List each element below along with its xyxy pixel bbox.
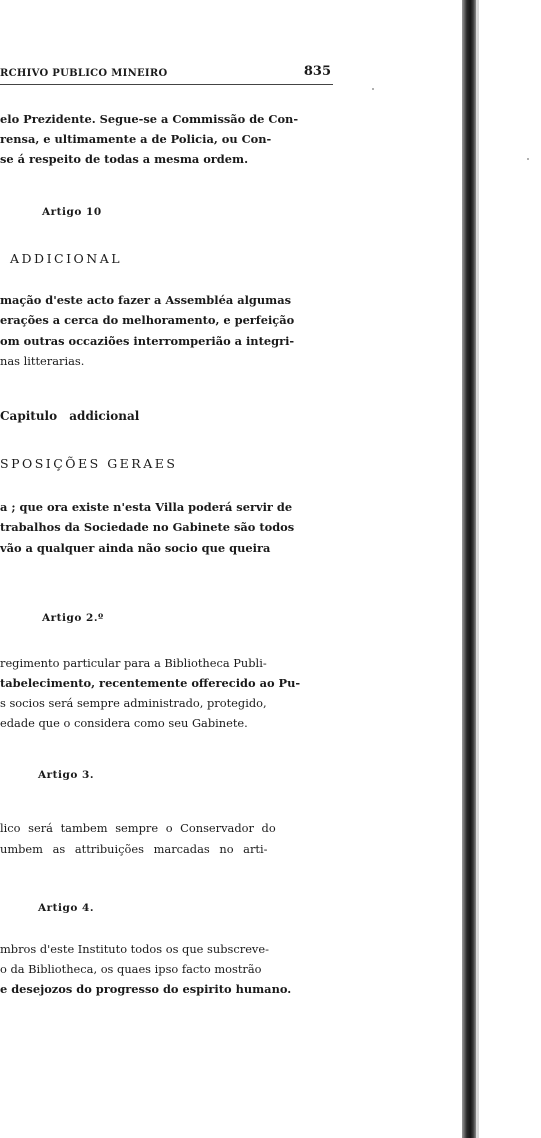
text-line: erações a cerca do melhoramento, e perfeição — [0, 313, 295, 327]
text-line: umbem as attribuições marcadas no arti- — [0, 842, 268, 856]
page-number: 835 — [303, 64, 331, 79]
text-line: edade que o considera como seu Gabinete. — [0, 716, 248, 730]
text-line: om outras occaziões interromperião a integri- — [0, 334, 295, 348]
heading-additional: ADDICIONAL — [10, 251, 123, 266]
text-line: vão a qualquer ainda não socio que queira — [0, 541, 271, 555]
text-line: o da Bibliotheca, os quaes ipso facto mostrão — [0, 962, 262, 976]
text-line: lico será tambem sempre o Conservador do — [0, 821, 276, 835]
header-title: RCHIVO PUBLICO MINEIRO — [0, 68, 168, 79]
text-line: rensa, e ultimamente a de Policia, ou Con- — [0, 132, 272, 146]
scan-speck — [527, 158, 529, 160]
heading-artigo-10: Artigo 10 — [42, 206, 102, 218]
text-line: s socios será sempre administrado, protegido, — [0, 696, 267, 710]
heading-capitulo-addicional: Capitulo addicional — [0, 409, 140, 423]
heading-artigo-3: Artigo 3. — [38, 769, 94, 781]
text-line: regimento particular para a Bibliotheca Publi- — [0, 656, 267, 670]
heading-artigo-4: Artigo 4. — [38, 902, 94, 914]
book-binding-shadow — [462, 0, 476, 1138]
text-line: tabelecimento, recentemente offerecido ao Pu- — [0, 676, 301, 690]
heading-artigo-2: Artigo 2.º — [42, 612, 104, 624]
text-line: mação d'este acto fazer a Assembléa algumas — [0, 293, 291, 307]
text-line: nas litterarias. — [0, 354, 85, 368]
running-header — [0, 64, 333, 85]
scan-speck — [372, 88, 374, 90]
text-line: se á respeito de todas a mesma ordem. — [0, 152, 249, 166]
text-line: e desejozos do progresso do espirito humano. — [0, 982, 292, 996]
heading-disposicoes-geraes: SPOSIÇÕES GERAES — [0, 456, 178, 471]
text-line: elo Prezidente. Segue-se a Commissão de Con- — [0, 112, 299, 126]
book-binding-edge — [476, 0, 479, 1138]
text-line: mbros d'este Instituto todos os que subscreve- — [0, 942, 269, 956]
text-line: a ; que ora existe n'esta Villa poderá servir de — [0, 500, 293, 514]
text-line: trabalhos da Sociedade no Gabinete são todos — [0, 520, 295, 534]
